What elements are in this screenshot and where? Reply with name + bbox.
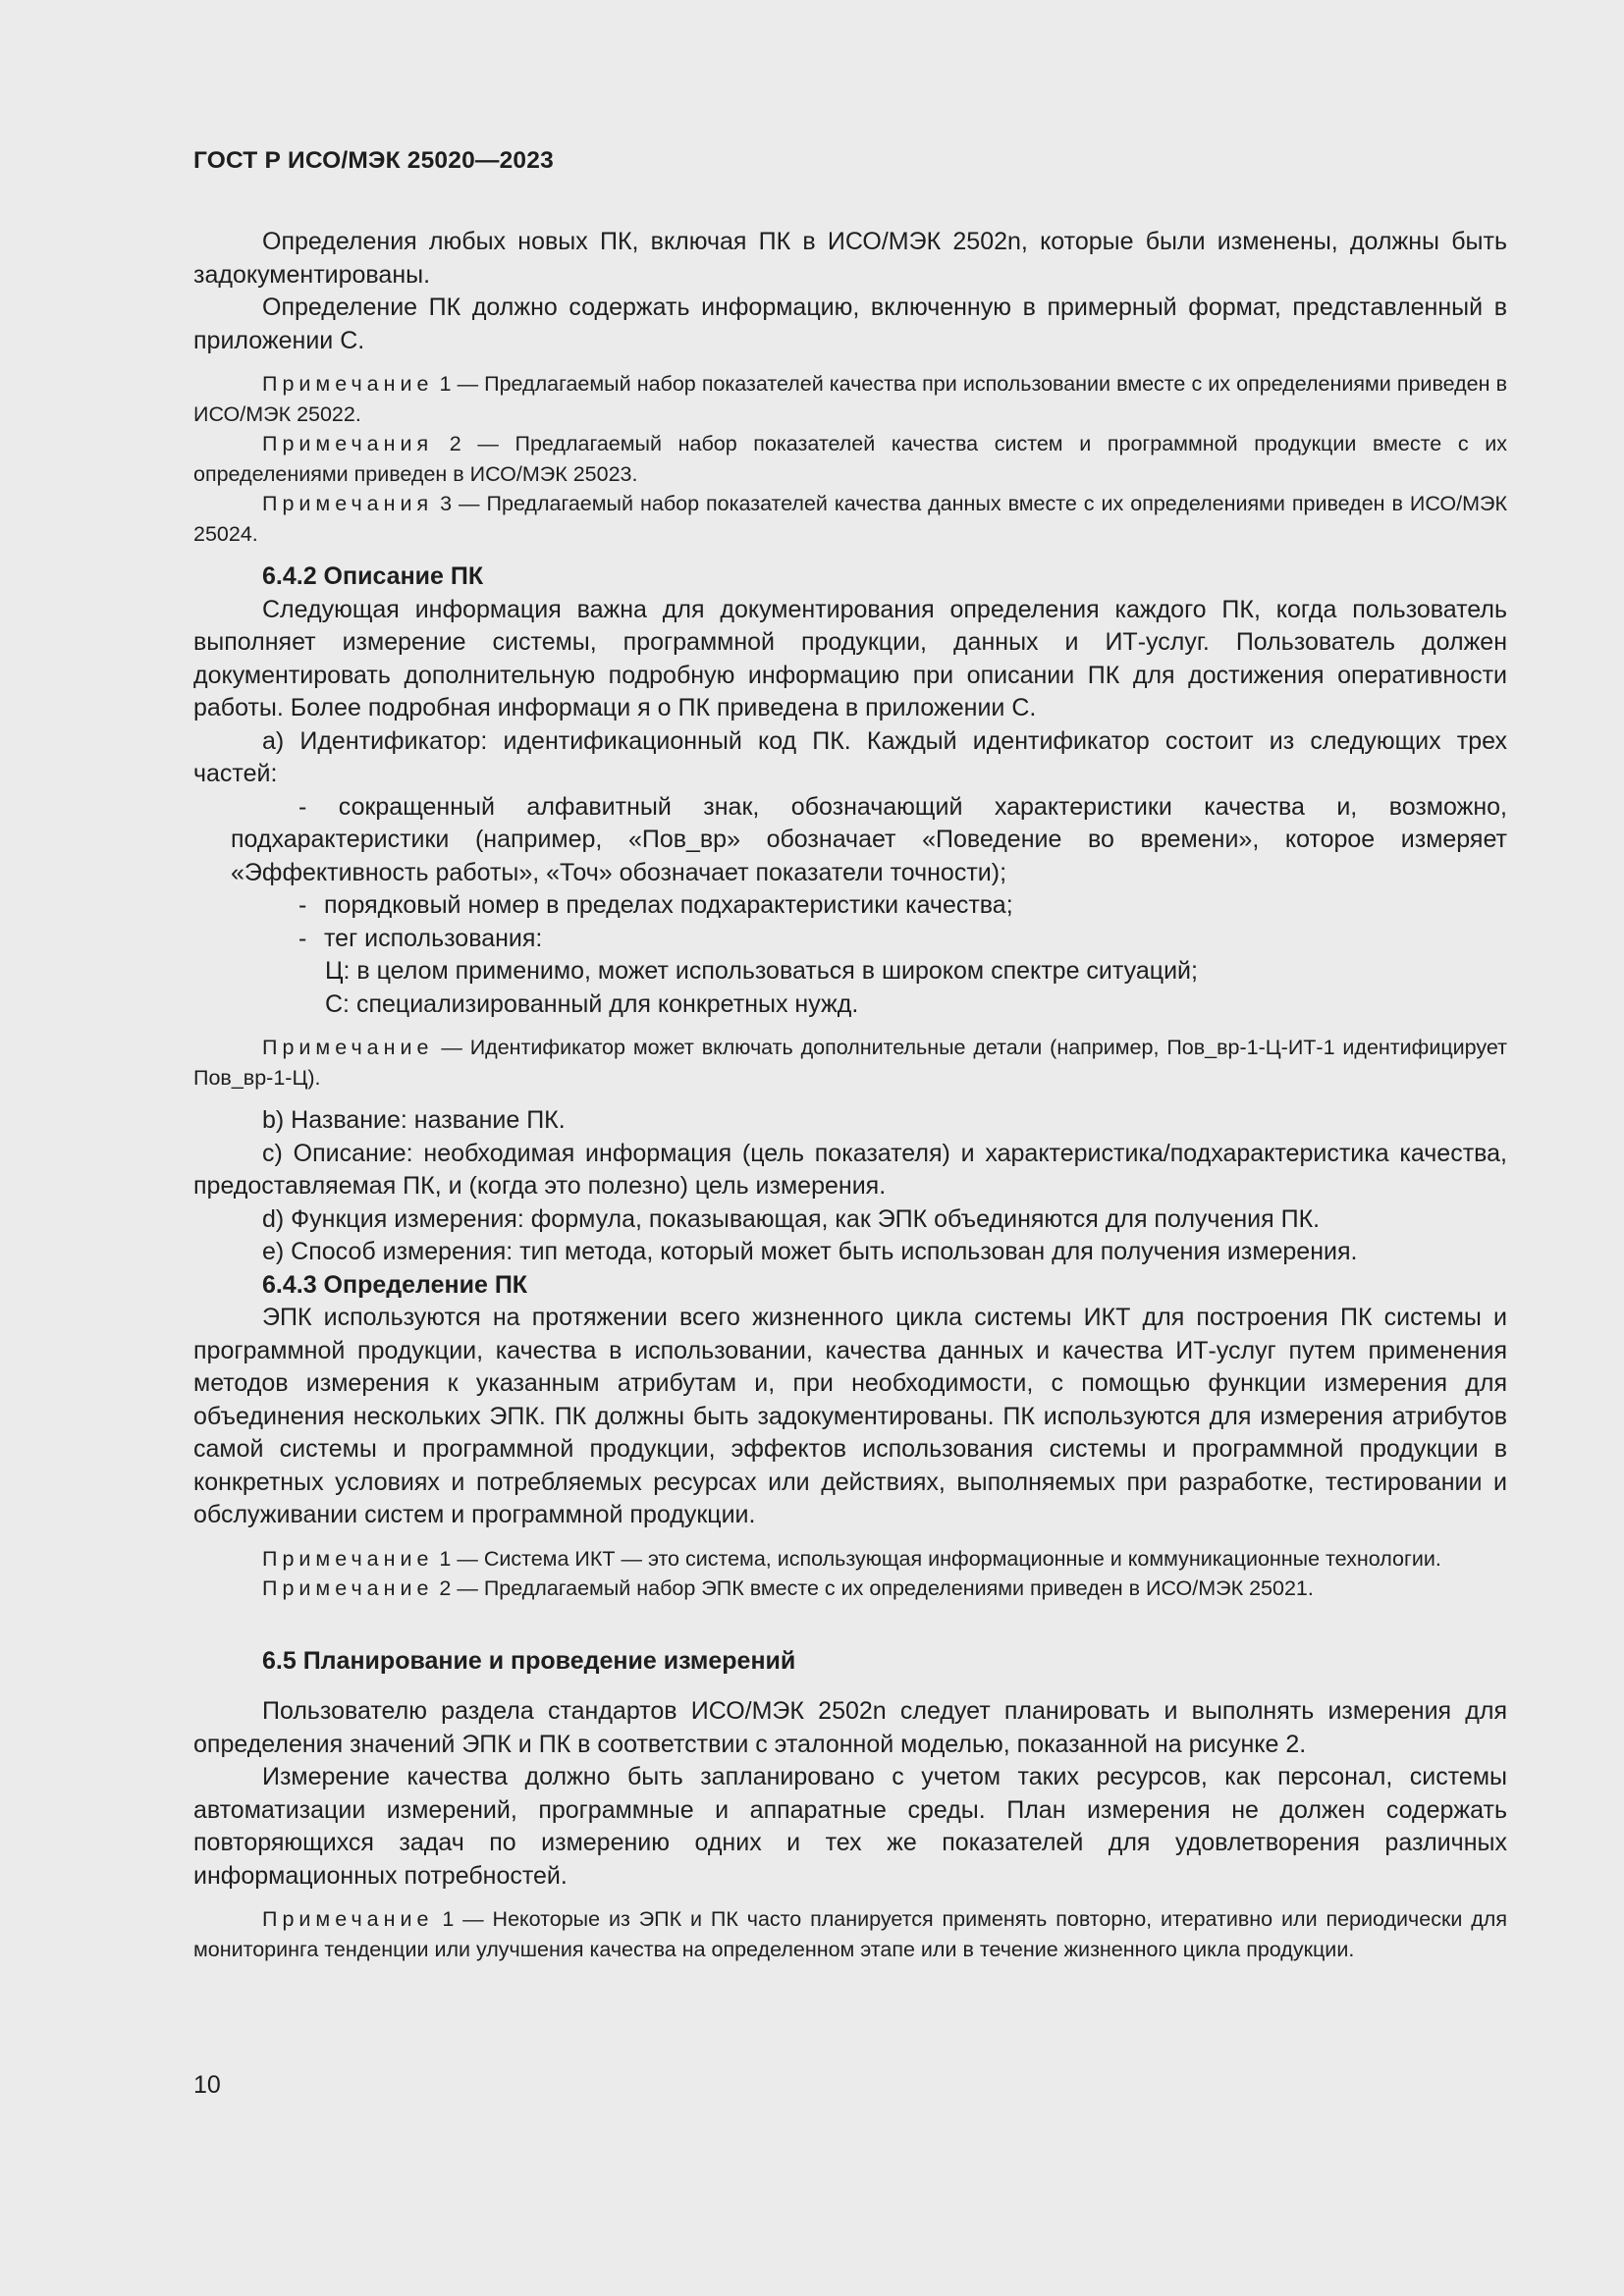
dash-item-text: порядковый номер в пределах подхарактеристики качества; xyxy=(324,891,1013,919)
note-text: 1 — Предлагаемый набор показателей качества при использовании вместе с их определениями приведен в ИСО/МЭК 25022. xyxy=(193,372,1507,426)
note-label: Примечания xyxy=(262,432,434,455)
note-label: Примечание xyxy=(262,372,434,396)
list-item-e: e) Способ измерения: тип метода, который может быть использован для получения измерения. xyxy=(262,1238,1358,1265)
note-text: 2 — Предлагаемый набор ЭПК вместе с их определениями приведен в ИСО/МЭК 25021. xyxy=(433,1576,1314,1600)
list-item-b: b) Название: название ПК. xyxy=(262,1106,566,1134)
list-item-a: а) Идентификатор: идентификационный код ПК. Каждый идентификатор состоит из следующих трех частей: xyxy=(193,726,1507,787)
note-intro-3 xyxy=(193,489,1507,549)
section-65-paragraph-1: Пользователю раздела стандартов ИСО/МЭК 2502n следует планировать и выполнять измерения для определения значений ЭПК и ПК в соответствии с эталонной моделью, показанной на рисунке 2. xyxy=(193,1697,1507,1758)
note-65-1 xyxy=(193,1904,1507,1964)
intro-paragraph-1: Определения любых новых ПК, включая ПК в ИСО/МЭК 2502n, которые были изменены, должны быть задокументированы. xyxy=(193,228,1507,289)
intro-paragraph-2: Определение ПК должно содержать информацию, включенную в примерный формат, представленный в приложении С. xyxy=(193,294,1507,354)
note-label: Примечание xyxy=(262,1036,434,1059)
dash-item-2: - порядковый номер в пределах подхарактеристики качества; xyxy=(298,891,1013,919)
section-65-paragraph-2: Измерение качества должно быть запланировано с учетом таких ресурсов, как персонал, системы автоматизации измерений, программные и аппаратные среды. План измерения не должен содержать повторяющихся задач по измерению одних и тех же показателей для удовлетворения различных информационных потребностей. xyxy=(193,1763,1507,1890)
usage-tag-general: Ц: в целом применимо, может использоваться в широком спектре ситуаций; xyxy=(325,957,1198,985)
note-text: — Идентификатор может включать дополнительные детали (например, Пов_вр-1-Ц-ИТ-1 идентифицирует Пов_вр-1-Ц). xyxy=(193,1036,1507,1090)
note-label: Примечания xyxy=(262,492,434,515)
section-heading-643: 6.4.3 Определение ПК xyxy=(262,1270,528,1299)
note-label: Примечание xyxy=(262,1546,434,1571)
page-number: 10 xyxy=(193,2071,221,2099)
dash-item-3: - тег использования: xyxy=(298,924,543,952)
note-label: Примечание xyxy=(262,1576,434,1600)
section-heading-642: 6.4.2 Описание ПК xyxy=(262,562,484,590)
usage-tag-special: С: специализированный для конкретных нужд. xyxy=(325,989,859,1018)
section-643-paragraph: ЭПК используются на протяжении всего жизненного цикла системы ИКТ для построения ПК системы и программной продукции, качества в использовании, качества данных и качества ИТ-услуг путем применения методов измерения к указанным атрибутам и, при необходимости, с помощью функции измерения для объединения нескольких ЭПК. ПК должны быть задокументированы. ПК используются для измерения атрибутов самой системы и программной продукции, эффектов использования системы и программной продукции в конкретных условиях и потребляемых ресурсах или действиях, выполняемых при разработке, тестировании и обслуживании систем и программной продукции. xyxy=(193,1304,1507,1528)
note-text: 1 — Система ИКТ — это система, использующая информационные и коммуникационные технологии. xyxy=(433,1546,1441,1571)
note-text: 2 — Предлагаемый набор показателей качества систем и программной продукции вместе с их определениями приведен в ИСО/МЭК 25023. xyxy=(193,432,1507,486)
note-intro-2 xyxy=(193,429,1507,489)
section-642-paragraph: Следующая информация важна для документирования определения каждого ПК, когда пользователь выполняет измерение системы, программной продукции, данных и ИТ-услуг. Пользователь должен документировать дополнительную подробную информацию при описании ПК для достижения оперативности работы. Более подробная информаци я о ПК приведена в приложении С. xyxy=(193,595,1507,721)
dash-item-1: - сокращенный алфавитный знак, обозначающий характеристики качества и, возможно, подхарактеристики (например, «Пов_вр» обозначает «Поведение во времени», которое измеряет «Эффективность работы», «Точ» обозначает показатели точности); xyxy=(231,792,1507,886)
dash-item-text: тег использования: xyxy=(324,924,543,952)
note-intro-1 xyxy=(193,369,1507,429)
note-identifier xyxy=(193,1033,1507,1093)
note-643-2 xyxy=(193,1574,1507,1604)
document-header: ГОСТ Р ИСО/МЭК 25020—2023 xyxy=(193,147,554,174)
note-643-1 xyxy=(193,1544,1507,1575)
list-item-d: d) Функция измерения: формула, показывающая, как ЭПК объединяются для получения ПК. xyxy=(262,1204,1321,1233)
note-label: Примечание xyxy=(262,1907,434,1931)
document-page xyxy=(193,147,1507,1964)
note-text: 3 — Предлагаемый набор показателей качества данных вместе с их определениями приведен в ИСО/МЭК 25024. xyxy=(193,492,1507,546)
note-text: 1 — Некоторые из ЭПК и ПК часто планируется применять повторно, итеративно или периодически для мониторинга тенденции или улучшения качества на определенном этапе или в течение жизненного цикла продукции. xyxy=(193,1907,1507,1961)
section-heading-65: 6.5 Планирование и проведение измерений xyxy=(262,1646,796,1675)
list-item-c: c) Описание: необходимая информация (цель показателя) и характеристика/подхарактеристика качества, предоставляемая ПК, и (когда это полезно) цель измерения. xyxy=(193,1139,1507,1200)
